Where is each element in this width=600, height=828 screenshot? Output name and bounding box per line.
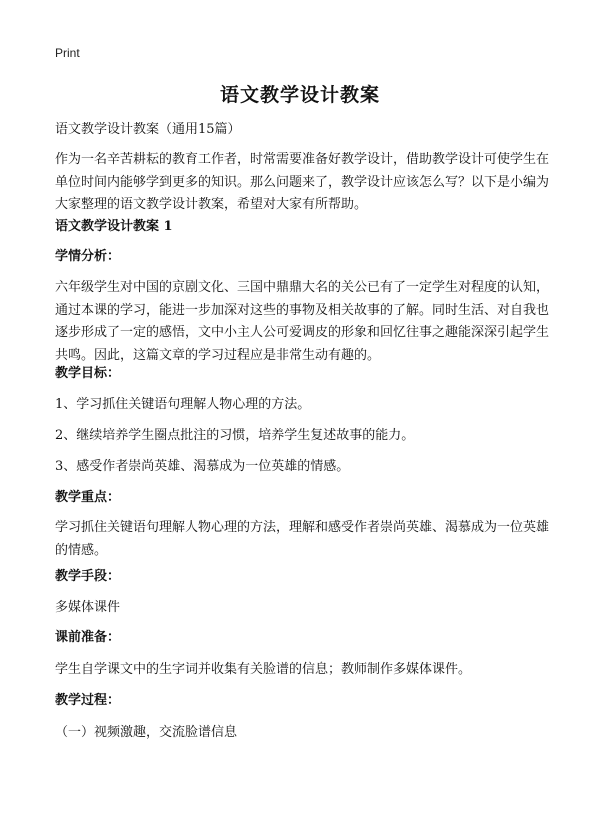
subtitle: 语文教学设计教案（通用15篇） [55,122,241,137]
goals-heading: 教学目标： [55,366,121,381]
analysis-heading: 学情分析： [55,249,121,264]
means-heading: 教学手段： [55,569,121,584]
print-link[interactable]: Print [55,46,80,60]
section-heading: 语文教学设计教案 1 [55,219,173,234]
goal-item-2: 2、继续培养学生圈点批注的习惯，培养学生复述故事的能力。 [55,428,415,443]
focus-heading: 教学重点： [55,490,121,505]
focus-paragraph: 学习抓住关键语句理解人物心理的方法，理解和感受作者崇尚英雄、渴慕成为一位英雄的情感。 [55,520,550,558]
process-step-1: （一）视频激趣，交流脸谱信息 [55,725,238,740]
page-title: 语文教学设计教案 [219,84,380,106]
prep-heading: 课前准备： [55,630,121,645]
analysis-paragraph: 六年级学生对中国的京剧文化、三国中鼎鼎大名的关公已有了一定学生对程度的认知，通过本课的学习，能进一步加深对这些的事物及相关故事的了解。同时生活、对自我也逐步形成了一定的感悟，文中小主人公可爱调皮的形象和回忆往事之趣能深深引起学生共鸣。因此，这篇文章的学习过程应是非常生动有趣的。 [55,280,550,363]
prep-paragraph: 学生自学课文中的生字词并收集有关脸谱的信息；教师制作多媒体课件。 [55,662,472,677]
intro-paragraph: 作为一名辛苦耕耘的教育工作者，时常需要准备好教学设计，借助教学设计可使学生在单位时间内能够学到更多的知识。那么问题来了，教学设计应该怎么写？以下是小编为大家整理的语文教学设计教案，希望对大家有所帮助。 [55,152,550,212]
goal-item-3: 3、感受作者崇尚英雄、渴慕成为一位英雄的情感。 [55,459,350,474]
means-paragraph: 多媒体课件 [55,600,121,615]
process-heading: 教学过程： [55,693,121,708]
goal-item-1: 1、学习抓住关键语句理解人物心理的方法。 [55,397,311,412]
